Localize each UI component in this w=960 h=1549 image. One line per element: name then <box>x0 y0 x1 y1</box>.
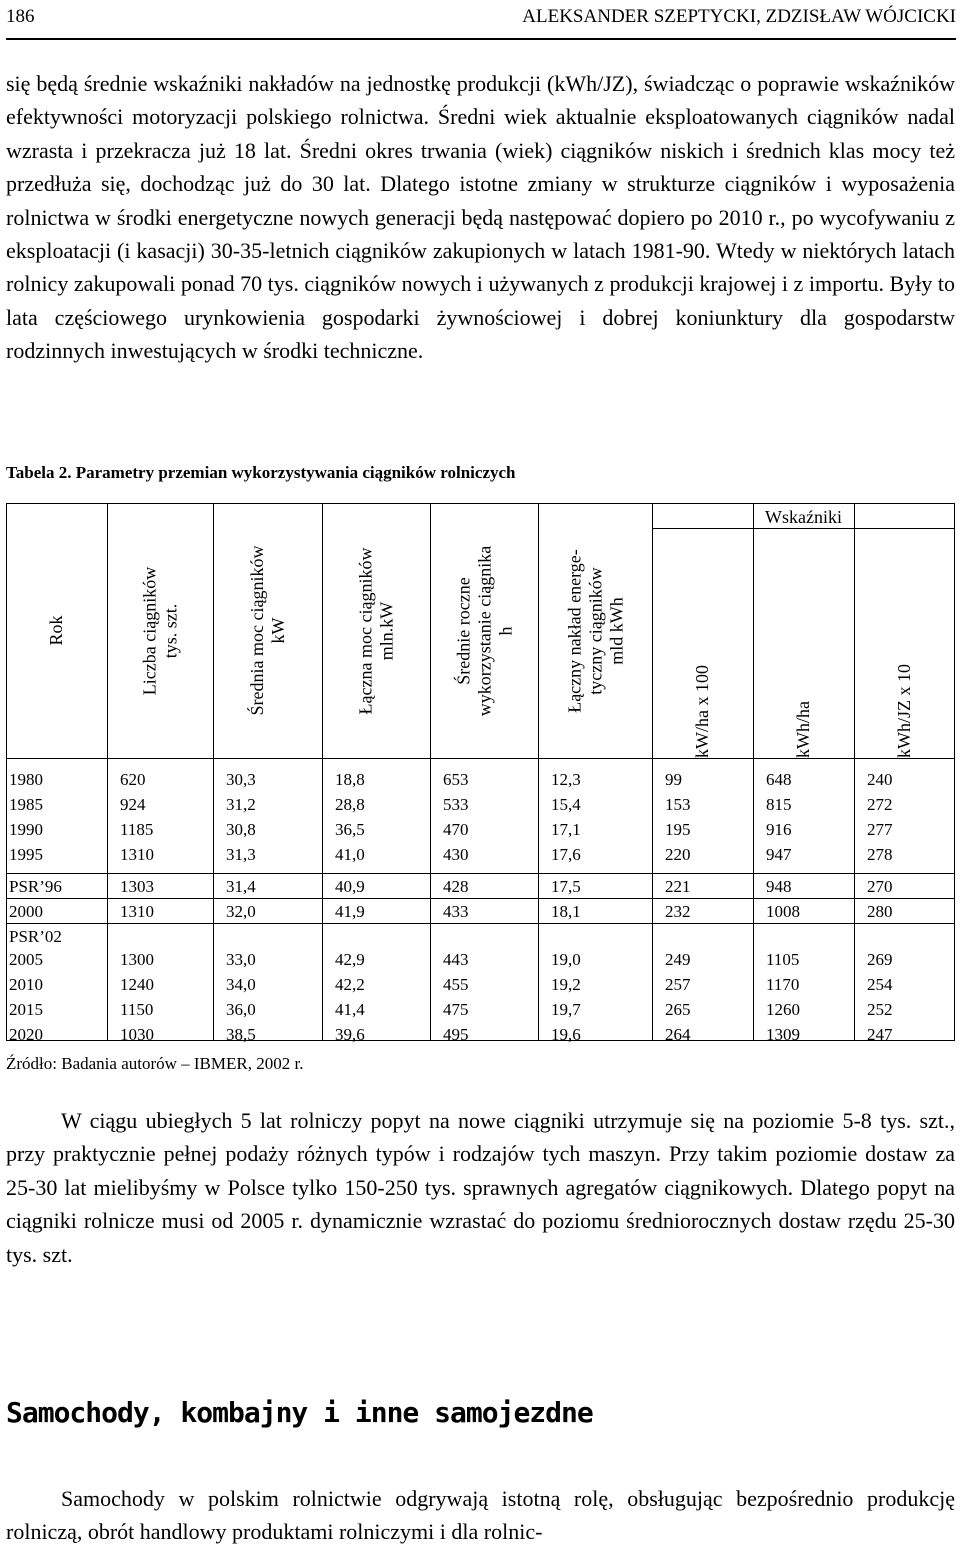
table-cell: 39,6 <box>335 1025 365 1044</box>
column-header <box>854 529 955 758</box>
table-cell: 470 <box>443 820 469 839</box>
table-cell: 815 <box>766 795 792 814</box>
table-cell: 1185 <box>120 820 154 839</box>
table-cell: 264 <box>665 1025 691 1044</box>
table-cell: 443 <box>443 950 469 969</box>
paragraph-3: Samochody w polskim rolnictwie odgrywają istotną rolę, obsługując bezpośrednio produkcję rolniczą, obrót handlowy produktami rolniczymi i dla rolnic- <box>6 1486 955 1545</box>
table-cell: 1240 <box>120 975 154 994</box>
row-year: 2020 <box>9 1025 43 1044</box>
table-cell: 31,3 <box>226 845 256 864</box>
table-cell: 924 <box>120 795 146 814</box>
row-year: 1990 <box>9 820 43 839</box>
table-cell: 455 <box>443 975 469 994</box>
table-cell: 252 <box>867 1000 893 1019</box>
row-year: PSR’96 <box>9 877 62 896</box>
table-cell: 433 <box>443 902 469 921</box>
table-cell: 36,0 <box>226 1000 256 1019</box>
column-header-line: wykorzystanie ciągnika <box>473 545 494 716</box>
table-cell: 1300 <box>120 950 154 969</box>
table-cell: 1170 <box>766 975 800 994</box>
section-title: Samochody, kombajny i inne samojezdne <box>6 1396 593 1429</box>
table-cell: 17,1 <box>551 820 581 839</box>
column-header-line: mld kWh <box>605 596 626 665</box>
table-cell: 34,0 <box>226 975 256 994</box>
column-header-line: Średnie roczne <box>452 576 473 685</box>
table-cell: 277 <box>867 820 893 839</box>
row-year: 2000 <box>9 902 43 921</box>
table-cell: 232 <box>665 902 691 921</box>
table-cell: 270 <box>867 877 893 896</box>
table-cell: 475 <box>443 1000 469 1019</box>
column-header-line: tyczny ciągników <box>584 566 605 695</box>
column-header-line: tys. szt. <box>160 603 180 658</box>
table-cell: 265 <box>665 1000 691 1019</box>
table-cell: 30,3 <box>226 770 256 789</box>
table-cell: 17,5 <box>551 877 581 896</box>
table-cell: 1303 <box>120 877 154 896</box>
table-cell: 19,0 <box>551 950 581 969</box>
table-cell: 41,4 <box>335 1000 365 1019</box>
table-cell: 653 <box>443 770 469 789</box>
table-cell: 947 <box>766 845 792 864</box>
running-head <box>6 4 956 40</box>
table-cell: 272 <box>867 795 893 814</box>
table-cell: 220 <box>665 845 691 864</box>
column-header <box>322 503 430 758</box>
column-header-line: h <box>494 626 515 635</box>
table-cell: 648 <box>766 770 792 789</box>
column-header-line: kW <box>267 617 288 644</box>
column-header-line: Rok <box>46 615 66 646</box>
row-year: 1995 <box>9 845 43 864</box>
column-header-line: kWh/JZ x 10 <box>894 664 914 758</box>
table-cell: 195 <box>665 820 691 839</box>
table-group-header: Wskaźniki <box>765 507 842 527</box>
table-cell: 19,2 <box>551 975 581 994</box>
table-cell: 19,7 <box>551 1000 581 1019</box>
table-cell: 18,8 <box>335 770 365 789</box>
table-cell: 30,8 <box>226 820 256 839</box>
table-cell: 15,4 <box>551 795 581 814</box>
row-year: 1985 <box>9 795 43 814</box>
column-header <box>652 529 753 758</box>
column-header <box>538 503 652 758</box>
table-cell: 280 <box>867 902 893 921</box>
table-hline <box>6 923 955 924</box>
table-cell: 99 <box>665 770 682 789</box>
table-cell: 1008 <box>766 902 800 921</box>
row-year: 2010 <box>9 975 43 994</box>
column-header <box>430 503 538 758</box>
table-cell: 28,8 <box>335 795 365 814</box>
table-cell: 12,3 <box>551 770 581 789</box>
table-cell: 31,2 <box>226 795 256 814</box>
page-number: 186 <box>6 6 35 27</box>
table-cell: 32,0 <box>226 902 256 921</box>
table-cell: 41,0 <box>335 845 365 864</box>
column-header-line: Łączna moc ciągników <box>355 547 375 714</box>
table-cell: 533 <box>443 795 469 814</box>
table-cell: 31,4 <box>226 877 256 896</box>
table-cell: 1310 <box>120 845 154 864</box>
row-year: PSR’02 <box>9 927 62 946</box>
table-source: Źródło: Badania autorów – IBMER, 2002 r. <box>6 1054 304 1073</box>
table-cell: 269 <box>867 950 893 969</box>
table-cell: 495 <box>443 1025 469 1044</box>
column-header-line: kWh/ha <box>793 701 813 758</box>
table-hline <box>6 898 955 899</box>
row-year: 1980 <box>9 770 43 789</box>
table-cell: 428 <box>443 877 469 896</box>
table-cell: 240 <box>867 770 893 789</box>
table-hline <box>6 873 955 874</box>
table-cell: 221 <box>665 877 691 896</box>
table-cell: 1260 <box>766 1000 800 1019</box>
table-cell: 36,5 <box>335 820 365 839</box>
column-header-line: mln.kW <box>376 601 396 660</box>
row-year: 2005 <box>9 950 43 969</box>
column-header-line: kW/ha x 100 <box>692 665 712 758</box>
table-cell: 41,9 <box>335 902 365 921</box>
paragraph-2: W ciągu ubiegłych 5 lat rolniczy popyt na nowe ciągniki utrzymuje się na poziomie 5-8 tys. szt., przy praktycznie pełnej podaży różnych typów i rodzajów tych maszyn. Przy takim poziomie dostaw za 25-30 lat mielibyśmy w Polsce tylko 150-250 tys. sprawnych agregatów ciągnikowych. Dlatego popyt na ciągniki rolnicze musi od 2005 r. dynamicznie wzrastać do poziomu średniorocznych dostaw rzędu 25-30 tys. szt. <box>6 1108 955 1267</box>
column-header <box>6 503 107 758</box>
table-cell: 1105 <box>766 950 800 969</box>
table-cell: 40,9 <box>335 877 365 896</box>
column-header-line: Łączny nakład energe- <box>563 548 584 713</box>
column-header-line: Liczba ciągników <box>139 566 159 695</box>
table-cell: 1150 <box>120 1000 154 1019</box>
row-year: 2015 <box>9 1000 43 1019</box>
column-header-line: Średnia moc ciągników <box>246 545 267 716</box>
table-cell: 42,9 <box>335 950 365 969</box>
table-cell: 620 <box>120 770 146 789</box>
running-head-authors: ALEKSANDER SZEPTYCKI, ZDZISŁAW WÓJCICKI <box>522 6 956 27</box>
table-caption: Tabela 2. Parametry przemian wykorzystywania ciągników rolniczych <box>6 463 516 482</box>
table-cell: 1030 <box>120 1025 154 1044</box>
table-cell: 249 <box>665 950 691 969</box>
paragraph-1: się będą średnie wskaźniki nakładów na jednostkę produkcji (kWh/JZ), świadcząc o poprawie wskaźników efektywności motoryzacji polskiego rolnictwa. Średni wiek aktualnie eksploatowanych ciągników nadal wzrasta i przekracza już 18 lat. Średni okres trwania (wiek) ciągników niskich i średnich klas mocy też przedłuża się, dochodząc już do 30 lat. Dlatego istotne zmiany w strukturze ciągników i wyposażenia rolnictwa w środki energetyczne nowych generacji będą następować dopiero po 2010 r., po wycofywaniu z eksploatacji (i kasacji) 30-35-letnich ciągników zakupionych w latach 1981-90. Wtedy w niektórych latach rolnicy zakupowali ponad 70 tys. ciągników nowych i używanych z produkcji krajowej i z importu. Były to lata częściowego urynkowienia gospodarki żywnościowej i dobrej koniunktury dla gospodarstw rodzinnych inwestujących w środki techniczne. <box>6 71 955 364</box>
table-cell: 278 <box>867 845 893 864</box>
table-cell: 18,1 <box>551 902 581 921</box>
column-header <box>753 529 854 758</box>
table-cell: 948 <box>766 877 792 896</box>
table-cell: 38,5 <box>226 1025 256 1044</box>
table-cell: 42,2 <box>335 975 365 994</box>
table-cell: 916 <box>766 820 792 839</box>
table-cell: 247 <box>867 1025 893 1044</box>
column-header <box>213 503 322 758</box>
table-cell: 1309 <box>766 1025 800 1044</box>
table-cell: 19,6 <box>551 1025 581 1044</box>
table-tractor-parameters <box>6 503 955 1044</box>
table-cell: 153 <box>665 795 691 814</box>
column-header <box>107 503 213 758</box>
table-cell: 1310 <box>120 902 154 921</box>
table-cell: 257 <box>665 975 691 994</box>
table-cell: 33,0 <box>226 950 256 969</box>
table-cell: 17,6 <box>551 845 581 864</box>
table-cell: 430 <box>443 845 469 864</box>
table-cell: 254 <box>867 975 893 994</box>
